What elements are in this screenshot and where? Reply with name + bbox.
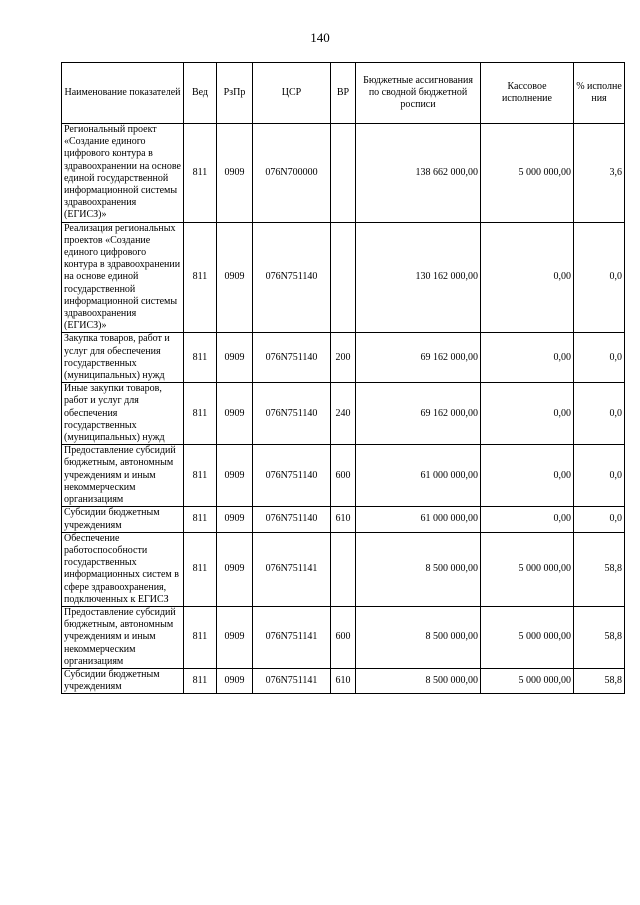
row-vr xyxy=(331,124,356,223)
row-name: Региональный проект «Создание единого цифрового контура в здравоохранении на основе единой государственной информационной системы здравоохранения (ЕГИСЗ)» xyxy=(62,124,184,223)
row-budget: 69 162 000,00 xyxy=(356,333,481,383)
table-header-row xyxy=(62,63,625,124)
table-row xyxy=(62,333,625,383)
row-vr: 600 xyxy=(331,445,356,507)
row-ved: 811 xyxy=(184,668,217,693)
row-name: Иные закупки товаров, работ и услуг для обеспечения государственных (муниципальных) нужд xyxy=(62,383,184,445)
row-ved: 811 xyxy=(184,606,217,668)
row-name: Субсидии бюджетным учреждениям xyxy=(62,668,184,693)
header-vr: ВР xyxy=(331,63,356,124)
row-ved: 811 xyxy=(184,124,217,223)
row-cash: 5 000 000,00 xyxy=(481,532,574,606)
header-budget: Бюджетные ассигнования по сводной бюджетной росписи xyxy=(356,63,481,124)
table-row xyxy=(62,507,625,532)
table-row xyxy=(62,124,625,223)
row-cash: 0,00 xyxy=(481,333,574,383)
row-vr: 610 xyxy=(331,507,356,532)
header-rzpr: РзПр xyxy=(217,63,253,124)
row-cash: 5 000 000,00 xyxy=(481,124,574,223)
row-rzpr: 0909 xyxy=(217,383,253,445)
row-rzpr: 0909 xyxy=(217,333,253,383)
budget-execution-table xyxy=(61,62,625,694)
row-csr: 076N751140 xyxy=(253,383,331,445)
row-rzpr: 0909 xyxy=(217,222,253,333)
row-vr xyxy=(331,532,356,606)
row-percent: 0,0 xyxy=(574,507,625,532)
row-budget: 8 500 000,00 xyxy=(356,606,481,668)
row-csr: 076N751141 xyxy=(253,668,331,693)
row-percent: 0,0 xyxy=(574,445,625,507)
row-rzpr: 0909 xyxy=(217,124,253,223)
header-cash: Кассовое исполнение xyxy=(481,63,574,124)
row-ved: 811 xyxy=(184,383,217,445)
table-row xyxy=(62,668,625,693)
row-ved: 811 xyxy=(184,532,217,606)
table-row xyxy=(62,532,625,606)
row-rzpr: 0909 xyxy=(217,507,253,532)
row-csr: 076N751140 xyxy=(253,445,331,507)
row-percent: 0,0 xyxy=(574,333,625,383)
row-rzpr: 0909 xyxy=(217,445,253,507)
row-percent: 58,8 xyxy=(574,606,625,668)
row-rzpr: 0909 xyxy=(217,606,253,668)
row-percent: 58,8 xyxy=(574,668,625,693)
row-cash: 0,00 xyxy=(481,507,574,532)
table-row xyxy=(62,606,625,668)
row-ved: 811 xyxy=(184,222,217,333)
row-ved: 811 xyxy=(184,333,217,383)
row-csr: 076N751140 xyxy=(253,507,331,532)
row-cash: 0,00 xyxy=(481,383,574,445)
page-number: 140 xyxy=(310,30,330,45)
table-row xyxy=(62,445,625,507)
row-percent: 58,8 xyxy=(574,532,625,606)
row-csr: 076N751140 xyxy=(253,222,331,333)
row-percent: 0,0 xyxy=(574,383,625,445)
table-row xyxy=(62,383,625,445)
row-vr: 240 xyxy=(331,383,356,445)
row-budget: 130 162 000,00 xyxy=(356,222,481,333)
row-name: Реализация региональных проектов «Создание единого цифрового контура в здравоохранении на основе единой государственной информационной системы здравоохранения (ЕГИСЗ)» xyxy=(62,222,184,333)
row-percent: 3,6 xyxy=(574,124,625,223)
row-rzpr: 0909 xyxy=(217,668,253,693)
row-budget: 8 500 000,00 xyxy=(356,668,481,693)
header-csr: ЦСР xyxy=(253,63,331,124)
header-percent: % исполне ния xyxy=(574,63,625,124)
row-budget: 138 662 000,00 xyxy=(356,124,481,223)
row-name: Предоставление субсидий бюджетным, автономным учреждениям и иным некоммерческим организациям xyxy=(62,445,184,507)
row-csr: 076N751140 xyxy=(253,333,331,383)
row-cash: 0,00 xyxy=(481,222,574,333)
header-name: Наименование показателей xyxy=(62,63,184,124)
row-name: Субсидии бюджетным учреждениям xyxy=(62,507,184,532)
row-budget: 69 162 000,00 xyxy=(356,383,481,445)
table-row xyxy=(62,222,625,333)
row-csr: 076N751141 xyxy=(253,532,331,606)
row-name: Обеспечение работоспособности государственных информационных систем в сфере здравоохранения, подключенных к ЕГИСЗ xyxy=(62,532,184,606)
row-budget: 61 000 000,00 xyxy=(356,507,481,532)
row-cash: 5 000 000,00 xyxy=(481,606,574,668)
row-csr: 076N700000 xyxy=(253,124,331,223)
row-csr: 076N751141 xyxy=(253,606,331,668)
row-ved: 811 xyxy=(184,507,217,532)
row-name: Закупка товаров, работ и услуг для обеспечения государственных (муниципальных) нужд xyxy=(62,333,184,383)
row-vr: 200 xyxy=(331,333,356,383)
row-cash: 0,00 xyxy=(481,445,574,507)
row-budget: 61 000 000,00 xyxy=(356,445,481,507)
row-vr: 600 xyxy=(331,606,356,668)
row-ved: 811 xyxy=(184,445,217,507)
row-budget: 8 500 000,00 xyxy=(356,532,481,606)
row-cash: 5 000 000,00 xyxy=(481,668,574,693)
row-vr xyxy=(331,222,356,333)
header-ved: Вед xyxy=(184,63,217,124)
row-rzpr: 0909 xyxy=(217,532,253,606)
row-percent: 0,0 xyxy=(574,222,625,333)
row-vr: 610 xyxy=(331,668,356,693)
row-name: Предоставление субсидий бюджетным, автономным учреждениям и иным некоммерческим организациям xyxy=(62,606,184,668)
